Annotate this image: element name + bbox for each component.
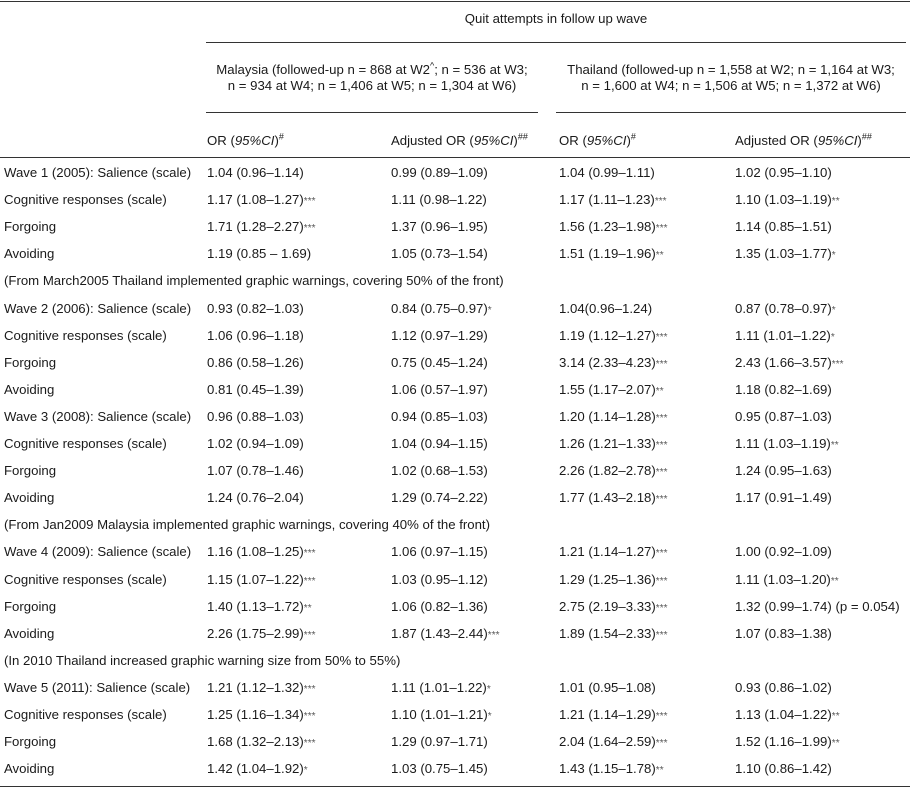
thailand-adj-cell-value: 1.11 (1.03–1.19)	[735, 436, 831, 451]
row-label	[4, 436, 167, 452]
row-label	[4, 382, 54, 398]
malaysia-adj-cell-value: 1.05 (0.73–1.54)	[391, 246, 488, 262]
significance-stars: ***	[831, 358, 844, 370]
malaysia-header	[206, 62, 538, 94]
table-row	[0, 160, 910, 187]
table-row	[0, 431, 910, 458]
thailand-adj-cell-value: 1.00 (0.92–1.09)	[735, 544, 832, 560]
thailand-header-rule	[556, 112, 906, 113]
table-row	[0, 214, 910, 241]
malaysia-adj-cell	[391, 301, 492, 319]
col-header-malaysia-adj: Adjusted OR (95%CI)##	[391, 131, 528, 148]
malaysia-adj-cell	[391, 761, 488, 779]
thailand-adj-cell-value: 1.13 (1.04–1.22)	[735, 707, 832, 722]
malaysia-or-cell-value: 0.86 (0.58–1.26)	[207, 354, 304, 370]
significance-stars: ***	[303, 711, 316, 722]
thailand-or-cell-value: 1.17 (1.11–1.23)	[559, 192, 655, 208]
significance-stars: ***	[303, 223, 316, 235]
thailand-adj-cell	[735, 436, 839, 454]
thailand-adj-cell	[735, 165, 832, 183]
significance-stars: **	[831, 711, 840, 722]
thailand-or-cell	[559, 192, 667, 210]
row-label	[4, 328, 167, 344]
row-label-value: Wave 4 (2009): Salience (scale)	[4, 544, 192, 560]
row-label-value: Wave 1 (2005): Salience (scale)	[4, 165, 192, 180]
thailand-or-cell-value: 2.75 (2.19–3.33)	[559, 598, 656, 614]
row-label-value: Wave 3 (2008): Salience (scale)	[4, 408, 192, 424]
malaysia-or-cell	[207, 626, 315, 644]
significance-stars: ***	[655, 738, 668, 750]
table-row	[0, 187, 910, 214]
significance-stars: **	[655, 765, 664, 777]
row-label	[4, 734, 56, 750]
thailand-or-cell	[559, 382, 664, 400]
spanning-header: Quit attempts in follow up wave	[464, 11, 648, 26]
thailand-header-line1: Thailand (followed-up n = 1,558 at W2; n = 1,164 at W3;	[567, 62, 895, 77]
malaysia-adj-cell	[391, 246, 488, 264]
malaysia-or-cell	[207, 409, 304, 427]
table-row	[0, 702, 910, 729]
significance-stars: ***	[655, 467, 668, 479]
thailand-or-cell-value: 1.19 (1.12–1.27)	[559, 327, 656, 343]
malaysia-or-cell-value: 1.15 (1.07–1.22)	[207, 571, 304, 587]
thailand-adj-cell-value: 1.02 (0.95–1.10)	[735, 165, 832, 180]
malaysia-or-cell-value: 1.40 (1.13–1.72)	[207, 598, 304, 614]
thailand-or-cell-value: 1.55 (1.17–2.07)	[559, 381, 656, 397]
malaysia-or-cell	[207, 436, 304, 454]
row-label-value: Forgoing	[4, 734, 57, 750]
row-label-value: Wave 2 (2006): Salience (scale)	[4, 300, 192, 316]
thailand-or-cell	[559, 544, 667, 562]
significance-stars: ***	[303, 196, 316, 208]
significance-stars: **	[303, 602, 312, 614]
thailand-or-cell-value: 1.77 (1.43–2.18)	[559, 490, 656, 506]
thailand-header-line2: n = 1,600 at W4; n = 1,506 at W5; n = 1,372 at W6)	[581, 78, 881, 93]
malaysia-adj-cell-value: 1.06 (0.97–1.15)	[391, 544, 488, 560]
malaysia-or-cell-value: 1.71 (1.28–2.27)	[207, 219, 304, 235]
row-label	[4, 301, 191, 317]
significance-stars: ***	[655, 602, 668, 614]
thailand-adj-cell-value: 1.07 (0.83–1.38)	[735, 625, 832, 641]
malaysia-header-line2: n = 934 at W4; n = 1,406 at W5; n = 1,304 at W6)	[227, 78, 517, 93]
table-row	[0, 756, 910, 783]
thailand-or-cell-value: 1.21 (1.14–1.29)	[559, 707, 656, 722]
thailand-adj-cell-value: 1.14 (0.85–1.51)	[735, 219, 832, 235]
malaysia-or-cell	[207, 165, 304, 183]
significance-stars: *	[487, 304, 492, 316]
table-row	[0, 350, 910, 377]
malaysia-or-cell-value: 1.16 (1.08–1.25)	[207, 544, 304, 560]
significance-stars: ***	[655, 575, 668, 587]
row-label	[4, 463, 56, 479]
thailand-adj-cell	[735, 192, 840, 210]
thailand-adj-cell	[735, 382, 832, 400]
malaysia-adj-cell	[391, 734, 488, 752]
malaysia-adj-cell-value: 1.02 (0.68–1.53)	[391, 463, 488, 479]
significance-stars: ***	[303, 575, 316, 587]
thailand-adj-cell	[735, 490, 832, 508]
note-text: (From March2005 Thailand implemented graphic warnings, covering 50% of the front)	[4, 273, 504, 289]
significance-stars: ***	[655, 358, 668, 370]
malaysia-adj-cell-value: 1.11 (0.98–1.22)	[391, 192, 487, 208]
row-label-value: Avoiding	[4, 381, 55, 397]
table-row	[0, 675, 910, 702]
malaysia-or-cell	[207, 680, 315, 698]
malaysia-adj-cell	[391, 219, 488, 237]
thailand-adj-cell	[735, 680, 832, 698]
significance-stars: *	[831, 304, 836, 316]
significance-stars: ***	[654, 196, 667, 208]
thailand-or-cell-value: 1.21 (1.14–1.27)	[559, 544, 656, 560]
malaysia-or-cell	[207, 301, 304, 319]
row-label-value: Forgoing	[4, 219, 57, 235]
malaysia-or-cell-value: 1.25 (1.16–1.34)	[207, 707, 304, 722]
row-label	[4, 165, 191, 181]
malaysia-adj-cell-value: 0.94 (0.85–1.03)	[391, 408, 488, 424]
significance-stars: *	[487, 711, 492, 722]
thailand-adj-cell	[735, 328, 835, 346]
malaysia-adj-cell	[391, 572, 488, 590]
note-text: (From Jan2009 Malaysia implemented graphic warnings, covering 40% of the front)	[4, 517, 490, 533]
thailand-or-cell-value: 1.43 (1.15–1.78)	[559, 761, 656, 777]
note-row	[0, 648, 910, 675]
thailand-or-cell-value: 1.20 (1.14–1.28)	[559, 408, 656, 424]
row-label-value: Avoiding	[4, 625, 55, 641]
significance-stars: **	[655, 250, 664, 262]
significance-stars: ***	[303, 683, 316, 695]
thailand-or-cell	[559, 463, 667, 481]
significance-stars: ***	[303, 629, 316, 641]
table-row	[0, 241, 910, 268]
thailand-adj-cell	[735, 626, 832, 644]
malaysia-adj-cell-value: 1.87 (1.43–2.44)	[391, 625, 488, 641]
thailand-or-cell	[559, 301, 652, 319]
thailand-or-cell-value: 1.51 (1.19–1.96)	[559, 246, 656, 262]
row-label-value: Avoiding	[4, 490, 55, 506]
row-label	[4, 599, 56, 615]
significance-stars: **	[830, 440, 839, 451]
malaysia-adj-cell-value: 0.84 (0.75–0.97)	[391, 300, 488, 316]
thailand-adj-cell-value: 1.32 (0.99–1.74) (p = 0.054)	[735, 598, 900, 614]
malaysia-adj-cell-value: 1.29 (0.74–2.22)	[391, 490, 488, 506]
row-label	[4, 707, 167, 723]
table-top-rule	[0, 1, 910, 2]
row-label	[4, 246, 54, 262]
table-row	[0, 621, 910, 648]
malaysia-or-cell	[207, 463, 304, 481]
row-label-value: Forgoing	[4, 598, 57, 614]
malaysia-or-cell	[207, 219, 315, 237]
thailand-or-cell	[559, 734, 667, 752]
malaysia-header-line1: Malaysia (followed-up n = 868 at W2^; n = 536 at W3;	[216, 60, 528, 77]
malaysia-adj-cell	[391, 355, 488, 373]
malaysia-or-cell	[207, 544, 315, 562]
thailand-or-cell-value: 3.14 (2.33–4.23)	[559, 354, 656, 370]
thailand-adj-cell-value: 1.18 (0.82–1.69)	[735, 381, 832, 397]
row-label	[4, 490, 54, 506]
thailand-adj-cell-value: 0.95 (0.87–1.03)	[735, 408, 832, 424]
thailand-or-cell	[559, 328, 667, 346]
thailand-or-cell-value: 1.26 (1.21–1.33)	[559, 436, 656, 451]
thailand-adj-cell	[735, 544, 832, 562]
significance-stars: ***	[655, 223, 668, 235]
thailand-or-cell	[559, 219, 667, 237]
thailand-adj-cell-value: 1.11 (1.01–1.22)	[735, 327, 831, 343]
row-label-value: Cognitive responses (scale)	[4, 327, 167, 343]
malaysia-adj-cell	[391, 382, 488, 400]
malaysia-adj-cell-value: 0.75 (0.45–1.24)	[391, 354, 488, 370]
note-row	[0, 268, 910, 295]
table-row	[0, 729, 910, 756]
table-row	[0, 296, 910, 323]
malaysia-or-cell-value: 1.68 (1.32–2.13)	[207, 734, 304, 750]
thailand-adj-cell	[735, 409, 832, 427]
thailand-adj-cell-value: 1.52 (1.16–1.99)	[735, 734, 832, 750]
thailand-adj-cell	[735, 301, 836, 319]
table-row	[0, 485, 910, 512]
row-label	[4, 680, 190, 696]
malaysia-adj-cell	[391, 626, 499, 644]
thailand-or-cell	[559, 409, 667, 427]
thailand-adj-cell	[735, 219, 832, 237]
row-label-value: Avoiding	[4, 246, 55, 262]
thailand-or-cell	[559, 246, 664, 264]
malaysia-or-cell-value: 0.96 (0.88–1.03)	[207, 408, 304, 424]
thailand-adj-cell-value: 0.87 (0.78–0.97)	[735, 300, 832, 316]
significance-stars: ***	[655, 711, 668, 722]
header-bottom-rule	[0, 157, 910, 158]
thailand-header	[556, 62, 906, 94]
malaysia-or-cell	[207, 599, 312, 617]
significance-stars: ***	[655, 412, 668, 424]
row-label-value: Wave 5 (2011): Salience (scale)	[4, 679, 191, 695]
row-label-value: Cognitive responses (scale)	[4, 571, 167, 587]
significance-stars: ***	[655, 548, 668, 560]
thailand-or-cell-value: 1.29 (1.25–1.36)	[559, 571, 656, 587]
significance-stars: *	[831, 250, 836, 262]
thailand-adj-cell	[735, 463, 832, 481]
malaysia-or-cell	[207, 572, 315, 590]
thailand-adj-cell-value: 1.11 (1.03–1.20)	[735, 571, 831, 587]
note-row	[0, 512, 910, 539]
col-header-thailand-adj: Adjusted OR (95%CI)##	[735, 131, 872, 148]
malaysia-header-rule	[206, 112, 538, 113]
row-label-value: Cognitive responses (scale)	[4, 707, 167, 722]
row-label	[4, 192, 167, 208]
row-label-value: Cognitive responses (scale)	[4, 436, 167, 451]
malaysia-adj-cell-value: 1.06 (0.82–1.36)	[391, 598, 488, 614]
malaysia-or-cell	[207, 328, 304, 346]
thailand-or-cell	[559, 165, 655, 183]
malaysia-adj-cell	[391, 599, 488, 617]
malaysia-or-cell-value: 1.24 (0.76–2.04)	[207, 490, 304, 506]
thailand-or-cell	[559, 707, 667, 725]
malaysia-or-cell-value: 1.21 (1.12–1.32)	[207, 679, 304, 695]
thailand-or-cell	[559, 626, 667, 644]
row-label-value: Cognitive responses (scale)	[4, 192, 167, 208]
malaysia-or-cell-value: 1.02 (0.94–1.09)	[207, 436, 304, 451]
table-row	[0, 594, 910, 621]
thailand-adj-cell	[735, 707, 840, 725]
malaysia-adj-cell	[391, 328, 488, 346]
thailand-adj-cell	[735, 761, 832, 779]
malaysia-adj-cell-value: 1.12 (0.97–1.29)	[391, 327, 488, 343]
thailand-or-cell-value: 1.04(0.96–1.24)	[559, 300, 653, 316]
malaysia-or-cell	[207, 382, 304, 400]
significance-stars: ***	[655, 494, 668, 506]
malaysia-or-cell	[207, 761, 308, 779]
thailand-or-cell-value: 2.04 (1.64–2.59)	[559, 734, 656, 750]
thailand-or-cell-value: 1.56 (1.23–1.98)	[559, 219, 656, 235]
malaysia-or-cell-value: 1.19 (0.85 – 1.69)	[207, 246, 312, 262]
significance-stars: ***	[303, 548, 316, 560]
note-text: (In 2010 Thailand increased graphic warning size from 50% to 55%)	[4, 652, 401, 668]
row-label	[4, 355, 56, 371]
malaysia-or-cell-value: 0.93 (0.82–1.03)	[207, 300, 304, 316]
thailand-adj-cell-value: 1.10 (0.86–1.42)	[735, 761, 832, 777]
malaysia-or-cell	[207, 707, 315, 725]
malaysia-adj-cell-value: 1.04 (0.94–1.15)	[391, 436, 488, 451]
malaysia-adj-cell	[391, 463, 488, 481]
significance-stars: **	[655, 385, 664, 397]
malaysia-adj-cell-value: 1.29 (0.97–1.71)	[391, 734, 488, 750]
thailand-adj-cell-value: 1.10 (1.03–1.19)	[735, 192, 832, 208]
row-label	[4, 219, 56, 235]
significance-stars: ***	[655, 629, 668, 641]
malaysia-adj-cell	[391, 544, 488, 562]
significance-stars: **	[831, 738, 840, 750]
significance-stars: ***	[487, 629, 500, 641]
thailand-adj-cell-value: 0.93 (0.86–1.02)	[735, 679, 832, 695]
row-label-value: Forgoing	[4, 463, 57, 479]
significance-stars: **	[830, 575, 839, 587]
malaysia-adj-cell	[391, 680, 491, 698]
malaysia-or-cell	[207, 246, 311, 264]
malaysia-adj-cell-value: 1.03 (0.95–1.12)	[391, 571, 488, 587]
thailand-adj-cell-value: 2.43 (1.66–3.57)	[735, 354, 832, 370]
thailand-adj-cell	[735, 734, 840, 752]
malaysia-adj-cell	[391, 490, 488, 508]
malaysia-adj-cell	[391, 409, 488, 427]
row-label	[4, 626, 54, 642]
malaysia-or-cell-value: 1.06 (0.96–1.18)	[207, 327, 304, 343]
significance-stars: *	[830, 331, 835, 343]
thailand-or-cell	[559, 355, 667, 373]
row-label-value: Forgoing	[4, 354, 57, 370]
malaysia-adj-cell-value: 1.10 (1.01–1.21)	[391, 707, 488, 722]
malaysia-or-cell-value: 1.07 (0.78–1.46)	[207, 463, 304, 479]
malaysia-or-cell-value: 1.42 (1.04–1.92)	[207, 761, 304, 777]
thailand-adj-cell	[735, 599, 900, 617]
thailand-or-cell-value: 1.89 (1.54–2.33)	[559, 625, 656, 641]
table-row	[0, 323, 910, 350]
table-row	[0, 458, 910, 485]
malaysia-or-cell	[207, 734, 315, 752]
thailand-or-cell-value: 1.01 (0.95–1.08)	[559, 679, 656, 695]
thailand-adj-cell	[735, 246, 836, 264]
table-row	[0, 567, 910, 594]
thailand-or-cell-value: 2.26 (1.82–2.78)	[559, 463, 656, 479]
thailand-or-cell	[559, 680, 656, 698]
malaysia-adj-cell-value: 1.06 (0.57–1.97)	[391, 381, 488, 397]
malaysia-or-cell-value: 1.04 (0.96–1.14)	[207, 165, 304, 180]
table-row	[0, 404, 910, 431]
significance-stars: *	[486, 683, 491, 695]
row-label	[4, 572, 167, 588]
significance-stars: ***	[655, 331, 668, 343]
thailand-or-cell	[559, 490, 667, 508]
col-header-thailand-or: OR (95%CI)#	[559, 131, 636, 148]
malaysia-or-cell-value: 2.26 (1.75–2.99)	[207, 625, 304, 641]
table-row	[0, 539, 910, 566]
thailand-or-cell	[559, 761, 664, 779]
thailand-or-cell	[559, 599, 667, 617]
malaysia-adj-cell-value: 1.03 (0.75–1.45)	[391, 761, 488, 777]
thailand-or-cell	[559, 572, 667, 590]
row-label	[4, 544, 191, 560]
malaysia-or-cell	[207, 192, 315, 210]
row-label	[4, 761, 54, 777]
thailand-or-cell-value: 1.04 (0.99–1.11)	[559, 165, 655, 180]
malaysia-adj-cell-value: 0.99 (0.89–1.09)	[391, 165, 488, 180]
malaysia-adj-cell	[391, 707, 492, 725]
malaysia-adj-cell-value: 1.37 (0.96–1.95)	[391, 219, 488, 235]
row-label	[4, 409, 191, 425]
thailand-adj-cell-value: 1.17 (0.91–1.49)	[735, 490, 832, 506]
thailand-adj-cell	[735, 355, 843, 373]
significance-stars: *	[303, 765, 308, 777]
significance-stars: **	[831, 196, 840, 208]
thailand-adj-cell-value: 1.24 (0.95–1.63)	[735, 463, 832, 479]
malaysia-or-cell-value: 0.81 (0.45–1.39)	[207, 381, 304, 397]
thailand-adj-cell	[735, 572, 839, 590]
malaysia-adj-cell-value: 1.11 (1.01–1.22)	[391, 679, 487, 695]
thailand-adj-cell-value: 1.35 (1.03–1.77)	[735, 246, 832, 262]
table-bottom-rule	[0, 786, 910, 787]
malaysia-or-cell	[207, 355, 304, 373]
malaysia-adj-cell	[391, 192, 487, 210]
significance-stars: ***	[303, 738, 316, 750]
row-label-value: Avoiding	[4, 761, 55, 777]
malaysia-adj-cell	[391, 436, 488, 454]
malaysia-adj-cell	[391, 165, 488, 183]
col-header-malaysia-or: OR (95%CI)#	[207, 131, 284, 148]
table-row	[0, 377, 910, 404]
spanning-header-rule	[206, 42, 906, 43]
malaysia-or-cell-value: 1.17 (1.08–1.27)	[207, 192, 304, 208]
thailand-or-cell	[559, 436, 667, 454]
malaysia-or-cell	[207, 490, 304, 508]
significance-stars: ***	[655, 440, 668, 451]
